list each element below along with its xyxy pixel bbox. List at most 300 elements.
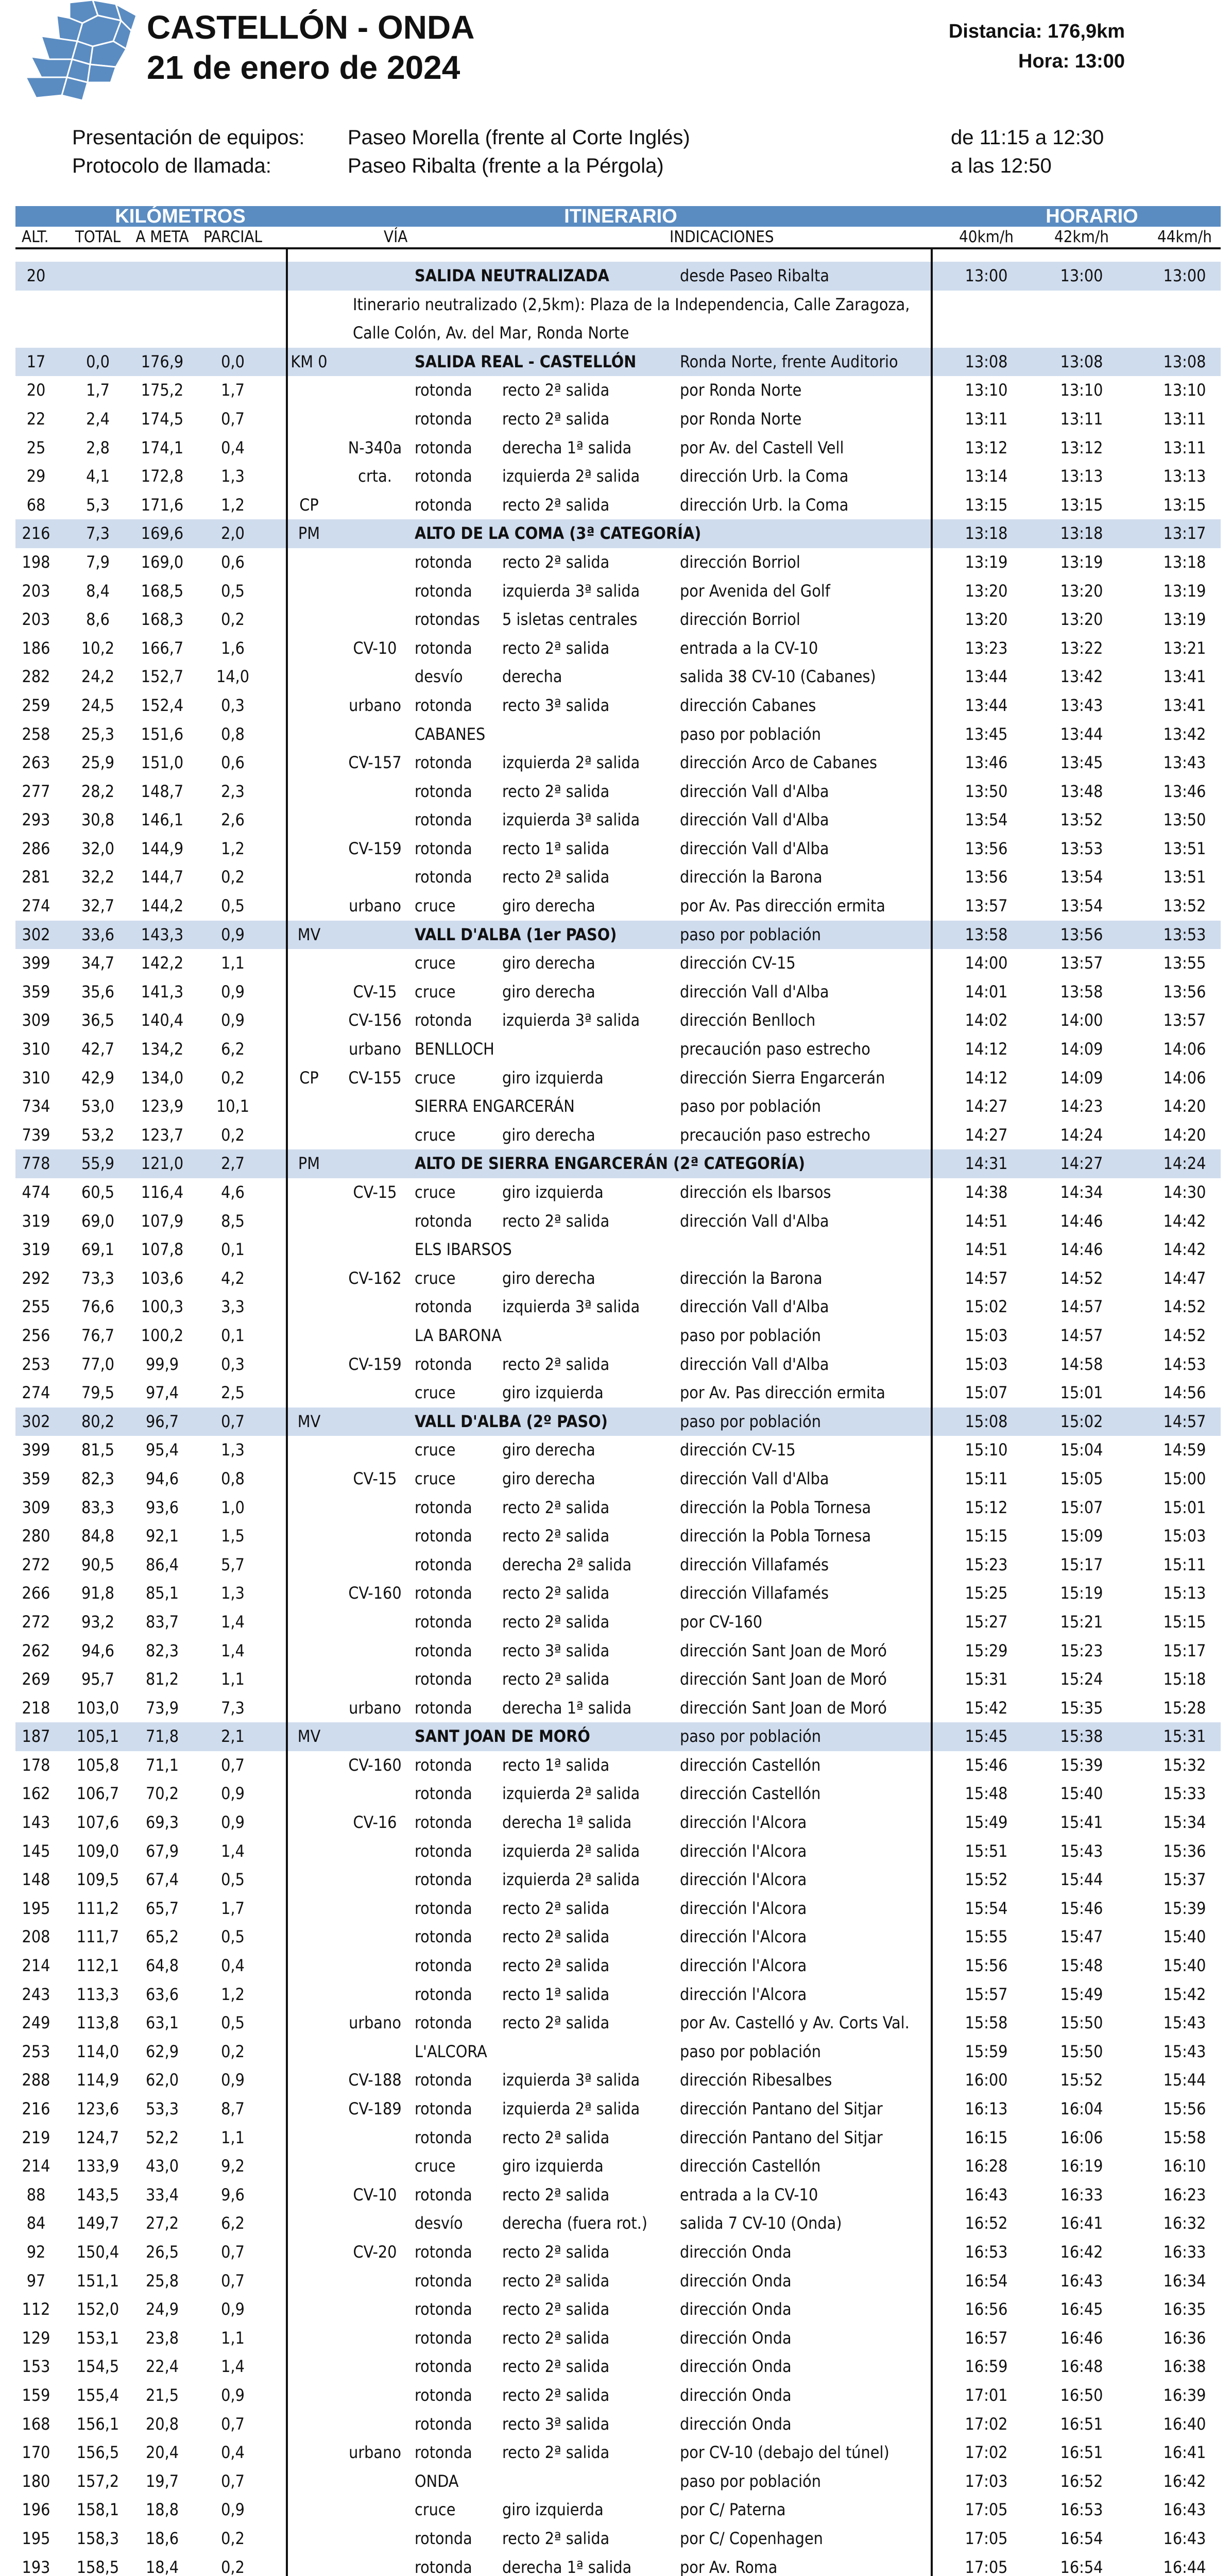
- cell-total: 150,4: [76, 2242, 119, 2262]
- cell-indication: dirección Onda: [680, 2328, 792, 2348]
- cell-total: 112,1: [76, 1956, 119, 1976]
- cell-description: rotonda: [415, 1010, 472, 1030]
- cell-via: urbano: [349, 1039, 401, 1059]
- cell-alt: 196: [22, 2500, 50, 2520]
- cell-time-40: 16:59: [965, 2357, 1008, 2377]
- cell-time-42: 15:05: [1060, 1468, 1103, 1488]
- cell-indication: dirección Vall d'Alba: [680, 781, 829, 801]
- cell-indication: dirección Onda: [680, 2414, 792, 2434]
- cell-time-44: 16:33: [1163, 2242, 1206, 2262]
- cell-total: 94,6: [81, 1640, 115, 1660]
- cell-a-meta: 144,2: [141, 896, 184, 916]
- cell-a-meta: 174,5: [141, 409, 184, 429]
- cell-description: rotonda: [415, 1870, 472, 1890]
- cell-time-40: 15:11: [965, 1468, 1008, 1488]
- cell-description: rotonda: [415, 1612, 472, 1632]
- cell-via: crta.: [358, 466, 392, 486]
- cell-direction: izquierda 3ª salida: [502, 810, 640, 830]
- cell-alt: 778: [22, 1154, 50, 1174]
- cell-time-40: 17:05: [965, 2500, 1008, 2520]
- cell-description: rotonda: [415, 695, 472, 715]
- cell-time-42: 14:58: [1060, 1354, 1103, 1374]
- cell-time-40: 15:31: [965, 1669, 1008, 1689]
- cell-a-meta: 71,8: [145, 1726, 179, 1747]
- cell-total: 93,2: [81, 1612, 115, 1632]
- cell-total: 109,5: [76, 1870, 119, 1890]
- cell-alt: 162: [22, 1784, 50, 1804]
- cell-time-40: 17:02: [965, 2414, 1008, 2434]
- cell-time-42: 16:51: [1060, 2414, 1103, 2434]
- cell-time-44: 13:52: [1163, 896, 1206, 916]
- cell-a-meta: 27,2: [145, 2213, 179, 2233]
- cell-parcial: 1,7: [221, 1898, 245, 1918]
- cell-description: cruce: [415, 2156, 456, 2176]
- cell-alt: 148: [22, 1870, 50, 1890]
- cell-indication: dirección Vall d'Alba: [680, 981, 829, 1002]
- cell-total: 34,7: [81, 953, 115, 973]
- cell-parcial: 0,2: [221, 2528, 245, 2548]
- cell-time-42: 15:50: [1060, 2013, 1103, 2033]
- cell-a-meta: 121,0: [141, 1154, 184, 1174]
- cell-indication: dirección Vall d'Alba: [680, 1354, 829, 1374]
- cell-indication: dirección Castellón: [680, 1755, 821, 1775]
- cell-total: 35,6: [81, 981, 115, 1002]
- cell-indication: dirección l'Alcora: [680, 1898, 807, 1918]
- cell-parcial: 0,2: [221, 2041, 245, 2061]
- cell-direction: giro izquierda: [502, 1182, 604, 1202]
- cell-alt: 272: [22, 1554, 50, 1574]
- cell-total: 154,5: [76, 2357, 119, 2377]
- cell-via: CV-155: [348, 1067, 402, 1088]
- cell-indication: dirección Borriol: [680, 552, 800, 572]
- cell-indication: dirección Vall d'Alba: [680, 1211, 829, 1231]
- cell-description: cruce: [415, 1383, 456, 1403]
- cell-a-meta: 141,3: [141, 981, 184, 1002]
- cell-via: CV-157: [348, 753, 402, 773]
- cell-alt: 198: [22, 552, 50, 572]
- cell-time-44: 13:15: [1163, 495, 1206, 515]
- cell-alt: 253: [22, 2041, 50, 2061]
- cell-parcial: 2,7: [221, 1154, 245, 1174]
- cell-parcial: 0,5: [221, 581, 245, 601]
- cell-total: 107,6: [76, 1812, 119, 1833]
- cell-alt: 153: [22, 2357, 50, 2377]
- cell-parcial: 1,1: [221, 2127, 245, 2147]
- cell-description: ALTO DE SIERRA ENGARCERÁN (2ª CATEGORÍA): [415, 1154, 806, 1174]
- cell-a-meta: 103,6: [141, 1268, 184, 1288]
- cell-total: 95,7: [81, 1669, 115, 1689]
- cell-alt: 159: [22, 2385, 50, 2405]
- cell-alt: 203: [22, 581, 50, 601]
- cell-total: 32,0: [81, 838, 115, 858]
- cell-time-40: 15:10: [965, 1440, 1008, 1460]
- cell-parcial: 2,5: [221, 1383, 245, 1403]
- cell-parcial: 0,2: [221, 2557, 245, 2576]
- cell-description: rotonda: [415, 1354, 472, 1374]
- cell-time-40: 14:02: [965, 1010, 1008, 1030]
- cell-time-42: 13:45: [1060, 753, 1103, 773]
- cell-time-44: 13:42: [1163, 724, 1206, 744]
- cell-time-40: 16:15: [965, 2127, 1008, 2147]
- cell-time-44: 13:11: [1163, 409, 1206, 429]
- cell-time-42: 16:06: [1060, 2127, 1103, 2147]
- cell-a-meta: 18,4: [145, 2557, 179, 2576]
- cell-total: 55,9: [81, 1154, 115, 1174]
- cell-a-meta: 65,2: [145, 1927, 179, 1947]
- cell-description: rotonda: [415, 1211, 472, 1231]
- cell-time-44: 14:47: [1163, 1268, 1206, 1288]
- cell-time-40: 16:53: [965, 2242, 1008, 2262]
- cell-a-meta: 99,9: [145, 1354, 179, 1374]
- cell-time-40: 13:46: [965, 753, 1008, 773]
- cell-time-44: 14:57: [1163, 1411, 1206, 1431]
- cell-parcial: 0,7: [221, 1755, 245, 1775]
- cell-alt: 399: [22, 1440, 50, 1460]
- cell-alt: 293: [22, 810, 50, 830]
- table-row: [15, 1780, 1221, 1808]
- cell-time-44: 16:35: [1163, 2299, 1206, 2319]
- cell-alt: 739: [22, 1125, 50, 1145]
- cell-total: 113,3: [76, 1984, 119, 2004]
- cell-time-40: 13:50: [965, 781, 1008, 801]
- cell-a-meta: 25,8: [145, 2270, 179, 2291]
- cell-description: rotonda: [415, 1669, 472, 1689]
- cell-indication: dirección l'Alcora: [680, 1841, 807, 1861]
- cell-description: rotonda: [415, 2328, 472, 2348]
- cell-parcial: 6,2: [221, 1039, 245, 1059]
- cell-indication: dirección la Barona: [680, 867, 823, 887]
- cell-total: 76,7: [81, 1325, 115, 1345]
- col-parcial: PARCIAL: [203, 228, 263, 246]
- cell-total: 2,8: [86, 437, 110, 457]
- table-row: [15, 1837, 1221, 1866]
- cell-time-44: 15:37: [1163, 1870, 1206, 1890]
- cell-alt: 302: [22, 924, 50, 944]
- cell-description: rotonda: [415, 1927, 472, 1947]
- cell-description: rotonda: [415, 1640, 472, 1660]
- cell-indication: dirección Vall d'Alba: [680, 838, 829, 858]
- cell-time-40: 16:13: [965, 2099, 1008, 2119]
- cell-indication: por Av. del Castell Vell: [680, 437, 844, 457]
- cell-indication: por Av. Roma: [680, 2557, 778, 2576]
- cell-time-44: 13:19: [1163, 581, 1206, 601]
- cell-a-meta: 116,4: [141, 1182, 184, 1202]
- cell-indication: por Av. Pas dirección ermita: [680, 896, 885, 916]
- cell-direction: recto 1ª salida: [502, 1755, 610, 1775]
- cell-a-meta: 81,2: [145, 1669, 179, 1689]
- cell-indication: dirección Onda: [680, 2270, 792, 2291]
- cell-time-44: 13:13: [1163, 466, 1206, 486]
- cell-time-42: 15:49: [1060, 1984, 1103, 2004]
- cell-parcial: 0,7: [221, 1411, 245, 1431]
- cell-description: rotonda: [415, 838, 472, 858]
- cell-time-40: 16:28: [965, 2156, 1008, 2176]
- cell-time-42: 13:44: [1060, 724, 1103, 744]
- cell-via: CV-160: [348, 1583, 402, 1603]
- cell-a-meta: 176,9: [141, 351, 184, 371]
- cell-alt: 256: [22, 1325, 50, 1345]
- cell-time-44: 16:38: [1163, 2357, 1206, 2377]
- cell-alt: 269: [22, 1669, 50, 1689]
- cell-description: rotonda: [415, 2557, 472, 2576]
- table-row: [15, 2124, 1221, 2153]
- cell-parcial: 0,3: [221, 1354, 245, 1374]
- cell-parcial: 4,2: [221, 1268, 245, 1288]
- cell-total: 111,2: [76, 1898, 119, 1918]
- cell-total: 5,3: [86, 495, 110, 515]
- cell-total: 156,1: [76, 2414, 119, 2434]
- cell-direction: recto 2ª salida: [502, 2184, 610, 2205]
- cell-total: 106,7: [76, 1784, 119, 1804]
- cell-time-44: 14:06: [1163, 1039, 1206, 1059]
- table-row: [15, 1722, 1221, 1751]
- cell-alt: 282: [22, 667, 50, 687]
- cell-time-42: 15:01: [1060, 1383, 1103, 1403]
- table-row: [15, 1751, 1221, 1780]
- cell-description: rotonda: [415, 753, 472, 773]
- cell-a-meta: 142,2: [141, 953, 184, 973]
- cell-alt: 20: [26, 380, 46, 400]
- cell-time-44: 14:24: [1163, 1154, 1206, 1174]
- cell-total: 10,2: [81, 638, 115, 658]
- cell-time-42: 13:12: [1060, 437, 1103, 457]
- cell-parcial: 7,3: [221, 1698, 245, 1718]
- cell-description: rotonda: [415, 1984, 472, 2004]
- cell-time-44: 15:58: [1163, 2127, 1206, 2147]
- cell-description: rotonda: [415, 437, 472, 457]
- cell-time-40: 14:12: [965, 1067, 1008, 1088]
- cell-description: rotonda: [415, 552, 472, 572]
- cell-parcial: 1,4: [221, 1640, 245, 1660]
- cell-time-44: 14:52: [1163, 1325, 1206, 1345]
- cell-direction: recto 2ª salida: [502, 2443, 610, 2463]
- table-column-header: [15, 227, 1221, 249]
- cell-parcial: 0,9: [221, 1784, 245, 1804]
- cell-time-40: 14:00: [965, 953, 1008, 973]
- cell-indication: dirección l'Alcora: [680, 1956, 807, 1976]
- cell-alt: 258: [22, 724, 50, 744]
- cell-time-40: 16:56: [965, 2299, 1008, 2319]
- cell-a-meta: 97,4: [145, 1383, 179, 1403]
- cell-direction: giro izquierda: [502, 2500, 604, 2520]
- table-row: [15, 1923, 1221, 1952]
- table-row: [15, 1866, 1221, 1894]
- cell-direction: recto 2ª salida: [502, 1211, 610, 1231]
- cell-alt: 143: [22, 1812, 50, 1833]
- cell-alt: 243: [22, 1984, 50, 2004]
- cell-via: CV-156: [348, 1010, 402, 1030]
- table-row: [15, 1551, 1221, 1580]
- cell-time-44: 15:42: [1163, 1984, 1206, 2004]
- cell-total: 25,3: [81, 724, 115, 744]
- cell-time-40: 13:58: [965, 924, 1008, 944]
- cell-indication: dirección Sant Joan de Moró: [680, 1698, 887, 1718]
- cell-via: CV-162: [348, 1268, 402, 1288]
- cell-parcial: 0,9: [221, 924, 245, 944]
- cell-parcial: 10,1: [216, 1096, 250, 1116]
- cell-time-44: 15:28: [1163, 1698, 1206, 1718]
- cell-description: rotonda: [415, 2127, 472, 2147]
- cell-time-44: 14:59: [1163, 1440, 1206, 1460]
- cell-time-40: 15:02: [965, 1297, 1008, 1317]
- cell-alt: 255: [22, 1297, 50, 1317]
- table-row: [15, 806, 1221, 835]
- cell-time-42: 15:23: [1060, 1640, 1103, 1660]
- cell-parcial: 6,2: [221, 2213, 245, 2233]
- cell-total: 80,2: [81, 1411, 115, 1431]
- cell-total: 8,6: [86, 609, 110, 630]
- cell-via: CV-10: [353, 638, 397, 658]
- cell-time-44: 13:51: [1163, 838, 1206, 858]
- cell-parcial: 0,2: [221, 867, 245, 887]
- cell-time-40: 17:03: [965, 2471, 1008, 2491]
- cell-time-44: 15:40: [1163, 1956, 1206, 1976]
- cell-total: 60,5: [81, 1182, 115, 1202]
- cell-time-44: 15:11: [1163, 1554, 1206, 1574]
- cell-direction: derecha 1ª salida: [502, 437, 632, 457]
- cell-direction: recto 2ª salida: [502, 1354, 610, 1374]
- cell-via: CV-10: [353, 2184, 397, 2205]
- cell-time-40: 16:57: [965, 2328, 1008, 2348]
- cell-a-meta: 63,6: [145, 1984, 179, 2004]
- cell-alt: 97: [26, 2270, 46, 2291]
- cell-time-44: 13:41: [1163, 695, 1206, 715]
- cell-alt: 359: [22, 1468, 50, 1488]
- cell-parcial: 1,2: [221, 838, 245, 858]
- cell-parcial: 0,9: [221, 2070, 245, 2090]
- cell-a-meta: 144,9: [141, 838, 184, 858]
- cell-description: rotonda: [415, 2385, 472, 2405]
- cell-time-44: 13:53: [1163, 924, 1206, 944]
- cell-via: CV-20: [353, 2242, 397, 2262]
- cell-a-meta: 123,7: [141, 1125, 184, 1145]
- cell-time-40: 15:54: [965, 1898, 1008, 1918]
- cell-time-44: 13:21: [1163, 638, 1206, 658]
- cell-parcial: 0,9: [221, 1010, 245, 1030]
- cell-parcial: 0,9: [221, 2500, 245, 2520]
- cell-time-44: 16:40: [1163, 2414, 1206, 2434]
- cell-description: rotonda: [415, 2099, 472, 2119]
- cell-time-40: 13:00: [965, 266, 1008, 285]
- cell-indication: paso por población: [680, 2471, 822, 2491]
- cell-time-44: 15:33: [1163, 1784, 1206, 1804]
- cell-direction: giro derecha: [502, 1125, 595, 1145]
- cell-a-meta: 166,7: [141, 638, 184, 658]
- cell-parcial: 1,4: [221, 2357, 245, 2377]
- cell-parcial: 1,1: [221, 1669, 245, 1689]
- cell-direction: recto 3ª salida: [502, 2414, 610, 2434]
- cell-alt: 309: [22, 1010, 50, 1030]
- cell-a-meta: 144,7: [141, 867, 184, 887]
- cell-direction: recto 2ª salida: [502, 2270, 610, 2291]
- table-row: [15, 1035, 1221, 1064]
- cell-via: CV-189: [348, 2099, 402, 2119]
- cell-time-40: 13:15: [965, 495, 1008, 515]
- cell-time-42: 15:41: [1060, 1812, 1103, 1833]
- table-row: [15, 1321, 1221, 1350]
- cell-total: 114,0: [76, 2041, 119, 2061]
- cell-alt: 262: [22, 1640, 50, 1660]
- cell-direction: recto 2ª salida: [502, 1497, 610, 1517]
- cell-description: CABANES: [415, 724, 486, 744]
- cell-total: 2,4: [86, 409, 110, 429]
- cell-time-44: 16:36: [1163, 2328, 1206, 2348]
- cell-direction: derecha 2ª salida: [502, 1554, 632, 1574]
- cell-indication: dirección Sant Joan de Moró: [680, 1640, 887, 1660]
- cell-time-44: 15:32: [1163, 1755, 1206, 1775]
- cell-direction: recto 2ª salida: [502, 2528, 610, 2548]
- cell-via: urbano: [349, 2013, 401, 2033]
- cell-indication: precaución paso estrecho: [680, 1125, 870, 1145]
- cell-direction: recto 2ª salida: [502, 2127, 610, 2147]
- group-itinerario: ITINERARIO: [564, 206, 677, 227]
- cell-mark: CP: [299, 1067, 319, 1088]
- cell-time-44: 15:34: [1163, 1812, 1206, 1833]
- table-row: [15, 2209, 1221, 2238]
- cell-time-40: 16:43: [965, 2184, 1008, 2205]
- cell-indication: dirección Urb. la Coma: [680, 466, 849, 486]
- cell-total: 53,0: [81, 1096, 115, 1116]
- cell-total: 7,9: [86, 552, 110, 572]
- cell-description: L'ALCORA: [415, 2041, 487, 2061]
- col-a-meta: A META: [135, 228, 189, 246]
- cell-time-40: 15:27: [965, 1612, 1008, 1632]
- table-row: [15, 949, 1221, 978]
- cell-description: SANT JOAN DE MORÓ: [415, 1726, 590, 1747]
- table-row: [15, 2009, 1221, 2038]
- cell-via: CV-15: [353, 1468, 397, 1488]
- cell-via: CV-15: [353, 981, 397, 1002]
- cell-a-meta: 26,5: [145, 2242, 179, 2262]
- cell-direction: derecha 1ª salida: [502, 2557, 632, 2576]
- cell-indication: Ronda Norte, frente Auditorio: [680, 351, 898, 371]
- cell-alt: 219: [22, 2127, 50, 2147]
- cell-parcial: 0,7: [221, 409, 245, 429]
- cell-total: 156,5: [76, 2443, 119, 2463]
- cell-direction: recto 2ª salida: [502, 2357, 610, 2377]
- cell-indication: dirección Pantano del Sitjar: [680, 2127, 883, 2147]
- cell-parcial: 1,1: [221, 2328, 245, 2348]
- cell-direction: recto 2ª salida: [502, 409, 610, 429]
- cell-alt: 266: [22, 1583, 50, 1603]
- cell-alt: 214: [22, 1956, 50, 1976]
- cell-alt: 259: [22, 695, 50, 715]
- cell-description: LA BARONA: [415, 1325, 502, 1345]
- cell-time-42: 15:44: [1060, 1870, 1103, 1890]
- table-row: [15, 2238, 1221, 2267]
- cell-direction: derecha 1ª salida: [502, 1698, 632, 1718]
- cell-time-42: 13:58: [1060, 981, 1103, 1002]
- cell-a-meta: 143,3: [141, 924, 184, 944]
- cell-time-44: 13:43: [1163, 753, 1206, 773]
- cell-a-meta: 86,4: [145, 1554, 179, 1574]
- cell-description: rotonda: [415, 1898, 472, 1918]
- table-row: [15, 634, 1221, 663]
- cell-time-44: 15:43: [1163, 2041, 1206, 2061]
- cell-a-meta: 107,8: [141, 1240, 184, 1260]
- cell-indication: entrada a la CV-10: [680, 2184, 818, 2205]
- cell-time-40: 16:54: [965, 2270, 1008, 2291]
- cell-direction: recto 1ª salida: [502, 1984, 610, 2004]
- cell-time-42: 13:13: [1060, 466, 1103, 486]
- cell-a-meta: 151,6: [141, 724, 184, 744]
- cell-time-40: 13:10: [965, 380, 1008, 400]
- cell-time-42: 13:52: [1060, 810, 1103, 830]
- cell-description: rotonda: [415, 867, 472, 887]
- cell-a-meta: 67,4: [145, 1870, 179, 1890]
- cell-time-44: 15:31: [1163, 1726, 1206, 1747]
- cell-total: 155,4: [76, 2385, 119, 2405]
